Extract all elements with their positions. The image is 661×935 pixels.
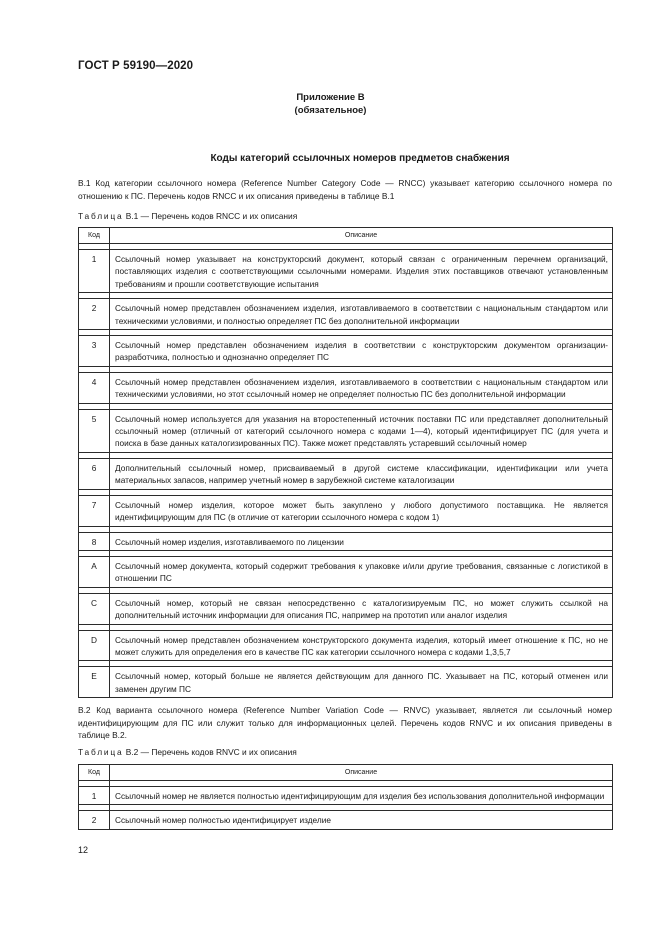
row-description: Дополнительный ссылочный номер, присваиваемый в другой системе классификации, идентификации или учета материальных запасов, например учетный номер в зарубежной системе каталогизации bbox=[110, 458, 613, 489]
row-description: Ссылочный номер представлен обозначением изделия, изготавливаемого в соответствии с национальным стандартом или техническими условиями, и полностью определяет ПС без дополнительной информации bbox=[110, 299, 613, 330]
table1-caption-prefix: Таблица bbox=[78, 211, 124, 221]
section-title: Коды категорий ссылочных номеров предметов снабжения bbox=[210, 153, 510, 164]
row-description: Ссылочный номер изделия, изготавливаемого по лицензии bbox=[110, 532, 613, 550]
table-row bbox=[79, 667, 613, 698]
row-code: 7 bbox=[79, 495, 110, 526]
row-code: 2 bbox=[79, 811, 110, 829]
row-code: D bbox=[79, 630, 110, 661]
column-header-code: Код bbox=[79, 765, 110, 781]
table-row bbox=[79, 787, 613, 805]
row-code: 8 bbox=[79, 532, 110, 550]
rnvc-table bbox=[78, 764, 613, 830]
rncc-table bbox=[78, 227, 613, 698]
row-description: Ссылочный номер указывает на конструкторский документ, который связан с ограниченным перечнем организаций, поставляющих изделия с соответствующими ссылочными номерами. Изделия этих поставщиков отвечают установленным требованиям и прошли соответствующие испытания bbox=[110, 250, 613, 293]
row-code: 3 bbox=[79, 336, 110, 367]
row-code: E bbox=[79, 667, 110, 698]
table2-caption bbox=[78, 747, 297, 757]
row-description: Ссылочный номер представлен обозначением изделия, изготавливаемого в соответствии с национальным стандартом или техническими условиями, но этот ссылочный номер не определяет полностью ПС без дополнительной информации bbox=[110, 372, 613, 403]
row-description: Ссылочный номер представлен обозначением конструкторского документа изделия, который имеет отношение к ПС, но не может служить для определения его в качестве ПС как категории ссылочного номера с кодами 1,3,5,7 bbox=[110, 630, 613, 661]
row-code: C bbox=[79, 593, 110, 624]
table2-caption-prefix: Таблица bbox=[78, 747, 124, 757]
table-row bbox=[79, 409, 613, 452]
row-code: 5 bbox=[79, 409, 110, 452]
table-row bbox=[79, 556, 613, 587]
table-row bbox=[79, 458, 613, 489]
table-header-row bbox=[79, 765, 613, 781]
row-description: Ссылочный номер, который не связан непосредственно с каталогизируемым ПС, но может служить ссылкой на дополнительный источник информации для описания ПС, например на прототип или аналог изделия bbox=[110, 593, 613, 624]
row-description: Ссылочный номер не является полностью идентифицирующим для изделия без использования дополнительной информации bbox=[110, 787, 613, 805]
table-row bbox=[79, 532, 613, 550]
table-row bbox=[79, 811, 613, 829]
paragraph-b2: В.2 Код варианта ссылочного номера (Reference Number Variation Code — RNVC) указывает, является ли ссылочный номер идентифицирующим для ПС или служит только для информационных целей. Перечень кодов RNVC и их описания приведены в таблице В.2. bbox=[78, 705, 612, 740]
table1-caption-text: В.1 — Перечень кодов RNCC и их описания bbox=[125, 211, 298, 221]
row-code: 1 bbox=[79, 787, 110, 805]
row-description: Ссылочный номер представлен обозначением изделия в соответствии с конструкторским документом организации-разработчика, полностью и однозначно определяет ПС bbox=[110, 336, 613, 367]
table-header-row bbox=[79, 228, 613, 244]
column-header-description: Описание bbox=[110, 228, 613, 244]
row-description: Ссылочный номер используется для указания на второстепенный источник поставки ПС или представляет дополнительный ссылочный номер (отличный от категорий ссылочного номера с кодами 1—4), который идентифицирует ПС (для учета и поиска в базе данных каталогизированных ПС). Также может представлять устаревший ссылочный номер bbox=[110, 409, 613, 452]
row-description: Ссылочный номер, который больше не является действующим для данного ПС. Указывает на ПС, который отменен или заменен другим ПС bbox=[110, 667, 613, 698]
row-code: A bbox=[79, 556, 110, 587]
column-header-description: Описание bbox=[110, 765, 613, 781]
row-description: Ссылочный номер полностью идентифицирует изделие bbox=[110, 811, 613, 829]
row-code: 2 bbox=[79, 299, 110, 330]
row-code: 4 bbox=[79, 372, 110, 403]
row-description: Ссылочный номер документа, который содержит требования к упаковке и/или другие требования, связанные с логистикой в отношении ПС bbox=[110, 556, 613, 587]
table-row bbox=[79, 630, 613, 661]
paragraph-b1: В.1 Код категории ссылочного номера (Reference Number Category Code — RNCC) указывает категорию ссылочного номера по отношению к ПС. Перечень кодов RNCC и их описания приведены в таблице В.1 bbox=[78, 178, 612, 201]
table-row bbox=[79, 250, 613, 293]
table-row bbox=[79, 299, 613, 330]
row-code: 6 bbox=[79, 458, 110, 489]
table-row bbox=[79, 593, 613, 624]
table1-caption bbox=[78, 211, 297, 221]
page-number: 12 bbox=[78, 845, 89, 855]
table-row bbox=[79, 372, 613, 403]
row-code: 1 bbox=[79, 250, 110, 293]
table2-caption-text: В.2 — Перечень кодов RNVC и их описания bbox=[125, 747, 297, 757]
annex-title: Приложение В bbox=[296, 92, 365, 103]
column-header-code: Код bbox=[79, 228, 110, 244]
annex-status: (обязательное) bbox=[294, 105, 367, 116]
table-row bbox=[79, 495, 613, 526]
row-description: Ссылочный номер изделия, которое может быть закуплено у любого допустимого поставщика. Не является идентифицирующим для ПС (в отличие от категории ссылочного номера с кодом 1) bbox=[110, 495, 613, 526]
table-row bbox=[79, 336, 613, 367]
standard-code: ГОСТ Р 59190—2020 bbox=[78, 60, 194, 72]
